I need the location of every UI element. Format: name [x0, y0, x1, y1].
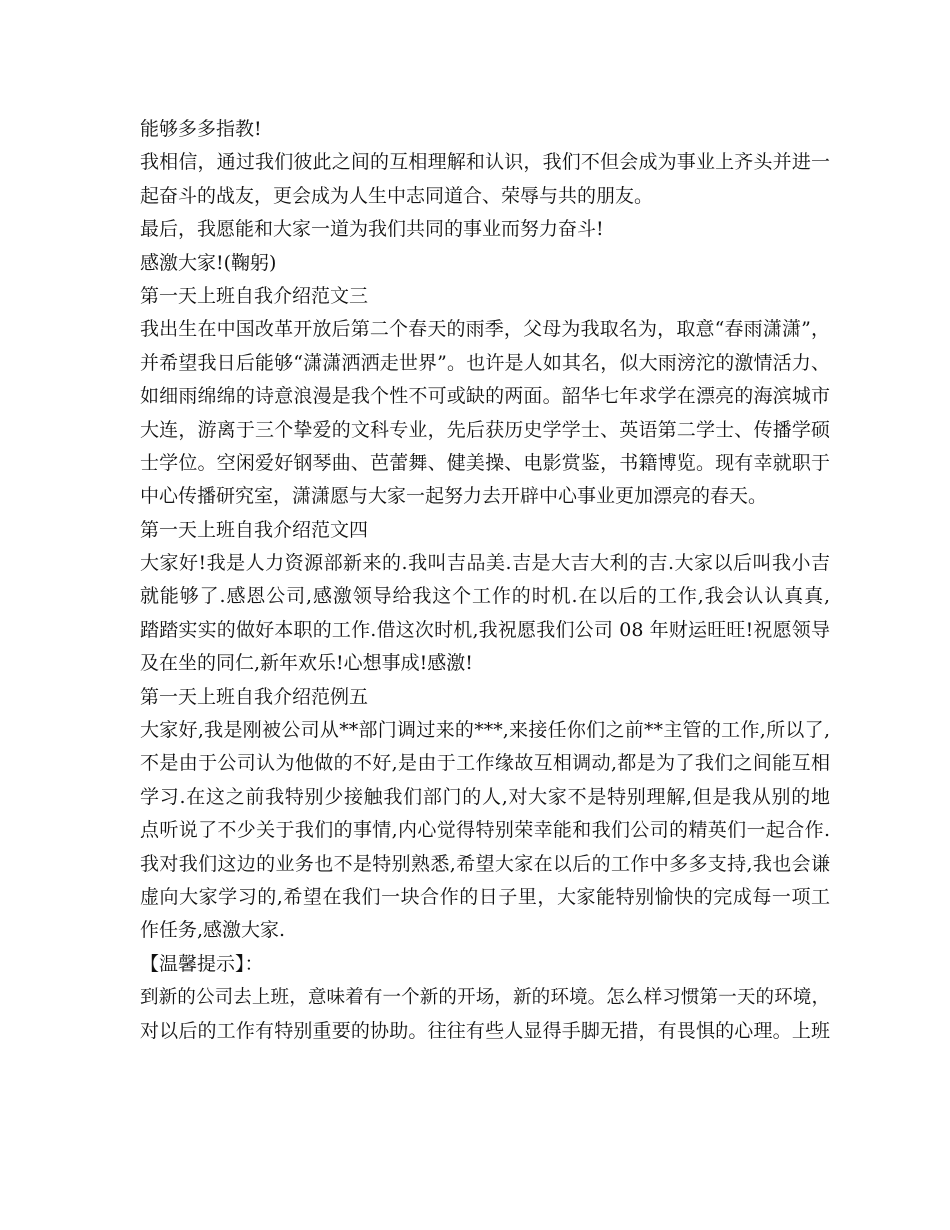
- text-line: 我相信，通过我们彼此之间的互相理解和认识，我们不但会成为事业上齐头并进一: [140, 151, 830, 174]
- text-line: 如细雨绵绵的诗意浪漫是我个性不可或缺的两面。韶华七年求学在漂亮的海滨城市: [140, 385, 830, 408]
- text-line: 并希望我日后能够“潇潇洒洒走世界”。也许是人如其名，似大雨滂沱的激情活力、: [140, 351, 830, 374]
- text-line: 第一天上班自我介绍范例五: [140, 685, 369, 708]
- text-line: 虚向大家学习的,希望在我们一块合作的日子里，大家能特别愉快的完成每一项工: [140, 885, 830, 908]
- text-line: 【温馨提示】：: [140, 952, 264, 975]
- text-line: 大家好!我是人力资源部新来的.我叫吉品美.吉是大吉大利的吉.大家以后叫我小吉: [140, 552, 830, 575]
- text-line: 第一天上班自我介绍范文四: [140, 518, 369, 541]
- text-line: 大家好,我是刚被公司从**部门调过来的***,来接任你们之前**主管的工作,所以了,: [140, 719, 830, 742]
- text-line: 踏踏实实的做好本职的工作.借这次时机,我祝愿我们公司 08 年财运旺旺!祝愿领导: [140, 618, 830, 641]
- text-line: 中心传播研究室，潇潇愿与大家一起努力去开辟中心事业更加漂亮的春天。: [140, 485, 768, 508]
- text-line: 士学位。空闲爱好钢琴曲、芭蕾舞、健美操、电影赏鉴，书籍博览。现有幸就职于: [140, 451, 830, 474]
- text-line: 作任务,感激大家.: [140, 919, 286, 942]
- text-line: 最后，我愿能和大家一道为我们共同的事业而努力奋斗!: [140, 218, 604, 241]
- text-line: 我对我们这边的业务也不是特别熟悉,希望大家在以后的工作中多多支持,我也会谦: [140, 852, 830, 875]
- text-line: 能够多多指教!: [140, 118, 262, 140]
- text-line: 学习.在这之前我特别少接触我们部门的人,对大家不是特别理解,但是我从别的地: [140, 785, 830, 808]
- text-line: 点听说了不少关于我们的事情,内心觉得特别荣幸能和我们公司的精英们一起合作.: [140, 819, 830, 842]
- text-line: 感激大家!(鞠躬): [140, 251, 277, 274]
- text-line: 到新的公司去上班，意味着有一个新的开场，新的环境。怎么样习惯第一天的环境，: [140, 987, 830, 1009]
- text-line: 起奋斗的战友，更会成为人生中志同道合、荣辱与共的朋友。: [140, 184, 654, 207]
- text-line: 对以后的工作有特别重要的协助。往往有些人显得手脚无措，有畏惧的心理。上班: [140, 1019, 830, 1042]
- text-line: 第一天上班自我介绍范文三: [140, 284, 369, 307]
- text-line: 我出生在中国改革开放后第二个春天的雨季，父母为我取名为，取意“春雨潇潇”，: [140, 318, 830, 341]
- text-line: 就能够了.感恩公司,感激领导给我这个工作的时机.在以后的工作,我会认认真真,: [140, 585, 830, 608]
- document-body-text: [140, 113, 830, 1048]
- text-line: 及在坐的同仁,新年欢乐!心想事成!感激!: [140, 652, 473, 675]
- text-line: 不是由于公司认为他做的不好,是由于工作缘故互相调动,都是为了我们之间能互相: [140, 752, 830, 775]
- text-line: 大连，游离于三个挚爱的文科专业，先后获历史学学士、英语第二学士、传播学硕: [140, 418, 830, 441]
